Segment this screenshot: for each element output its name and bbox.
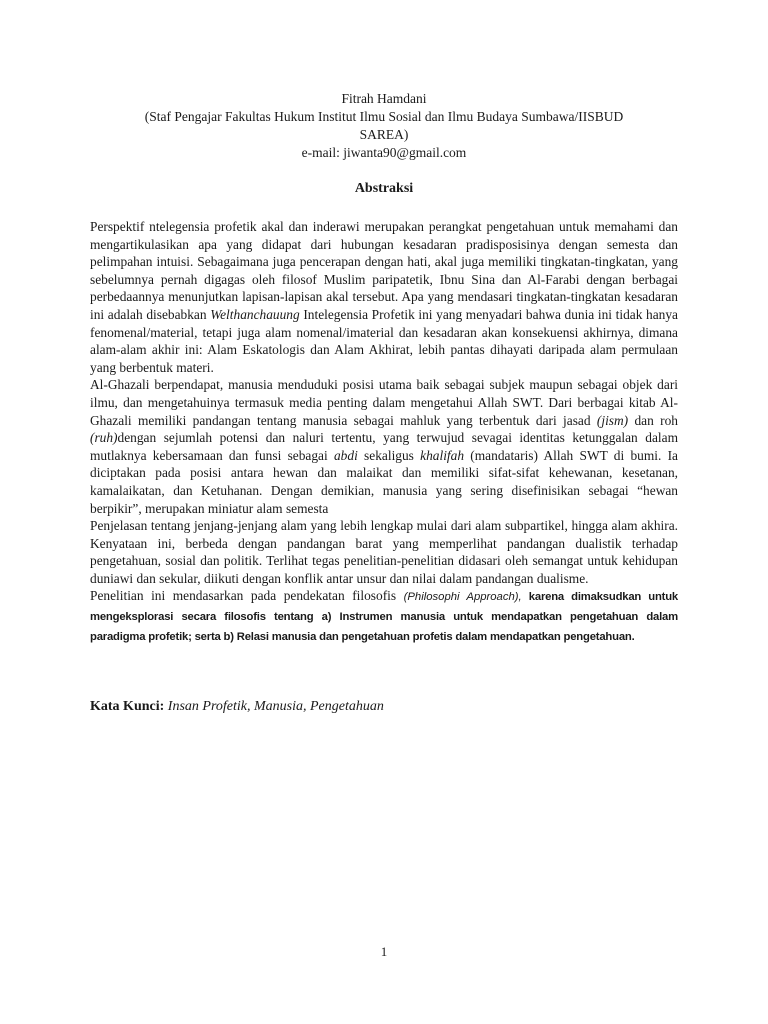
p2-term-ruh: (ruh): [90, 430, 118, 446]
page-number: 1: [380, 944, 388, 959]
p1-text-a: Perspektif ntelegensia profetik akal dan inderawi merupakan perangkat pengetahuan untuk memahami dan mengartikulasikan apa yang didapat dari hubungan kesadaran pradisposisinya dengan semesta dan pelimpahan intuisi. Sebagaimana juga pencerapan dengan hati, akal juga memiliki tingkatan-tingkatan, yang sebelumnya pernah digagas oleh filosof Muslim paripatetik, Ibnu Sina dan Al-Farabi dengan berbagai perbedaannya menunjutkan lapisan-lapisan akal tersebut. Apa yang mendasari tingkatan-tingkatan kesadaran ini adalah disebabkan: [90, 219, 678, 322]
p4-term-approach: (Philosophi Approach),: [403, 591, 522, 604]
abstract-body: [90, 218, 678, 646]
affiliation-line-1: (Staf Pengajar Fakultas Hukum Institut Ilmu Sosial dan Ilmu Budaya Sumbawa/IISBUD: [144, 109, 624, 124]
p4-text-b: karena dimaksudkan untuk mengeksplorasi secara filosofis tentang a) Instrumen manusia untuk mendapatkan pengetahuan dalam paradigma profetik; serta b) Relasi manusia dan pengetahuan profetis dalam mendapatkan pengetahuan.: [90, 591, 678, 643]
author-email: e-mail: jiwanta90@gmail.com: [301, 145, 467, 160]
abstract-paragraph-3: Penjelasan tentang jenjang-jenjang alam yang lebih lengkap mulai dari alam subpartikel, hingga alam akhira. Kenyataan ini, berbeda dengan pandangan barat yang memperlihat pandangan dualistik terhadap pengetahuan, sosial dan politik. Terlihat tegas penelitian-penelitian didasari oleh semangat untuk kehidupan duniawi dan sekular, diikuti dengan konflik antar unsur dan nilai dalam pandangan dualisme.: [90, 518, 678, 586]
abstract-title: Abstraksi: [354, 181, 414, 196]
keywords-values: Insan Profetik, Manusia, Pengetahuan: [167, 699, 384, 714]
p2-text-a: Al-Ghazali berpendapat, manusia menduduki posisi utama baik sebagai subjek maupun sebagai objek dari ilmu, dan mengetahuinya termasuk media penting dalam mengetahui Allah SWT. Dari berbagai kitab Al-Ghazali memiliki pandangan tentang manusia sebagai mahluk yang terbentuk dari jasad: [90, 377, 678, 428]
p2-text-e: (mandataris) Allah SWT di bumi. Ia diciptakan pada posisi antara hewan dan malaikat dan memiliki sifat-sifat kehewanan, kesetanan, kamalaikatan, dan Ketuhanan. Dengan demikian, manusia yang sering disefinisikan sebagai “hewan berpikir”, merupakan miniatur alam semesta: [90, 447, 678, 516]
abstract-paragraph-4: [90, 587, 678, 646]
author-name: Fitrah Hamdani: [341, 91, 427, 106]
p4-text-a: Penelitian ini mendasarkan pada pendekatan filosofis: [90, 588, 404, 604]
keywords-label: Kata Kunci:: [90, 699, 165, 714]
p2-text-d: sekaligus: [357, 447, 421, 463]
keywords-line: [90, 699, 678, 715]
p2-term-khalifah: khalifah: [420, 447, 465, 463]
author-block: [90, 90, 678, 162]
p2-text-b: dan roh: [628, 412, 678, 428]
p2-term-abdi: abdi: [333, 447, 358, 463]
abstract-paragraph-2: [90, 376, 678, 517]
p2-term-jism: (jism): [596, 412, 629, 428]
p1-text-b: Intelegensia Profetik ini yang menyadari bahwa dunia ini tidak hanya fenomenal/material, tetapi juga alam nomenal/imaterial dan kesadaran akan konsekuensi akhirnya, dimana alam-alam akhir ini: Alam Eskatologis dan Alam Akhirat, lebih pantas dihayati daripada alam permulaan yang berbentuk materi.: [90, 306, 678, 375]
p1-term-welthanchauung: Welthanchauung: [210, 306, 300, 322]
affiliation-line-2: SAREA): [359, 127, 409, 142]
p2-text-c: dengan sejumlah potensi dan naluri tertentu, yang terwujud sevagai identitas ketunggalan dalam mutlaknya kebersamaan dan funsi sebagai: [90, 430, 678, 463]
abstract-paragraph-1: [90, 218, 678, 376]
